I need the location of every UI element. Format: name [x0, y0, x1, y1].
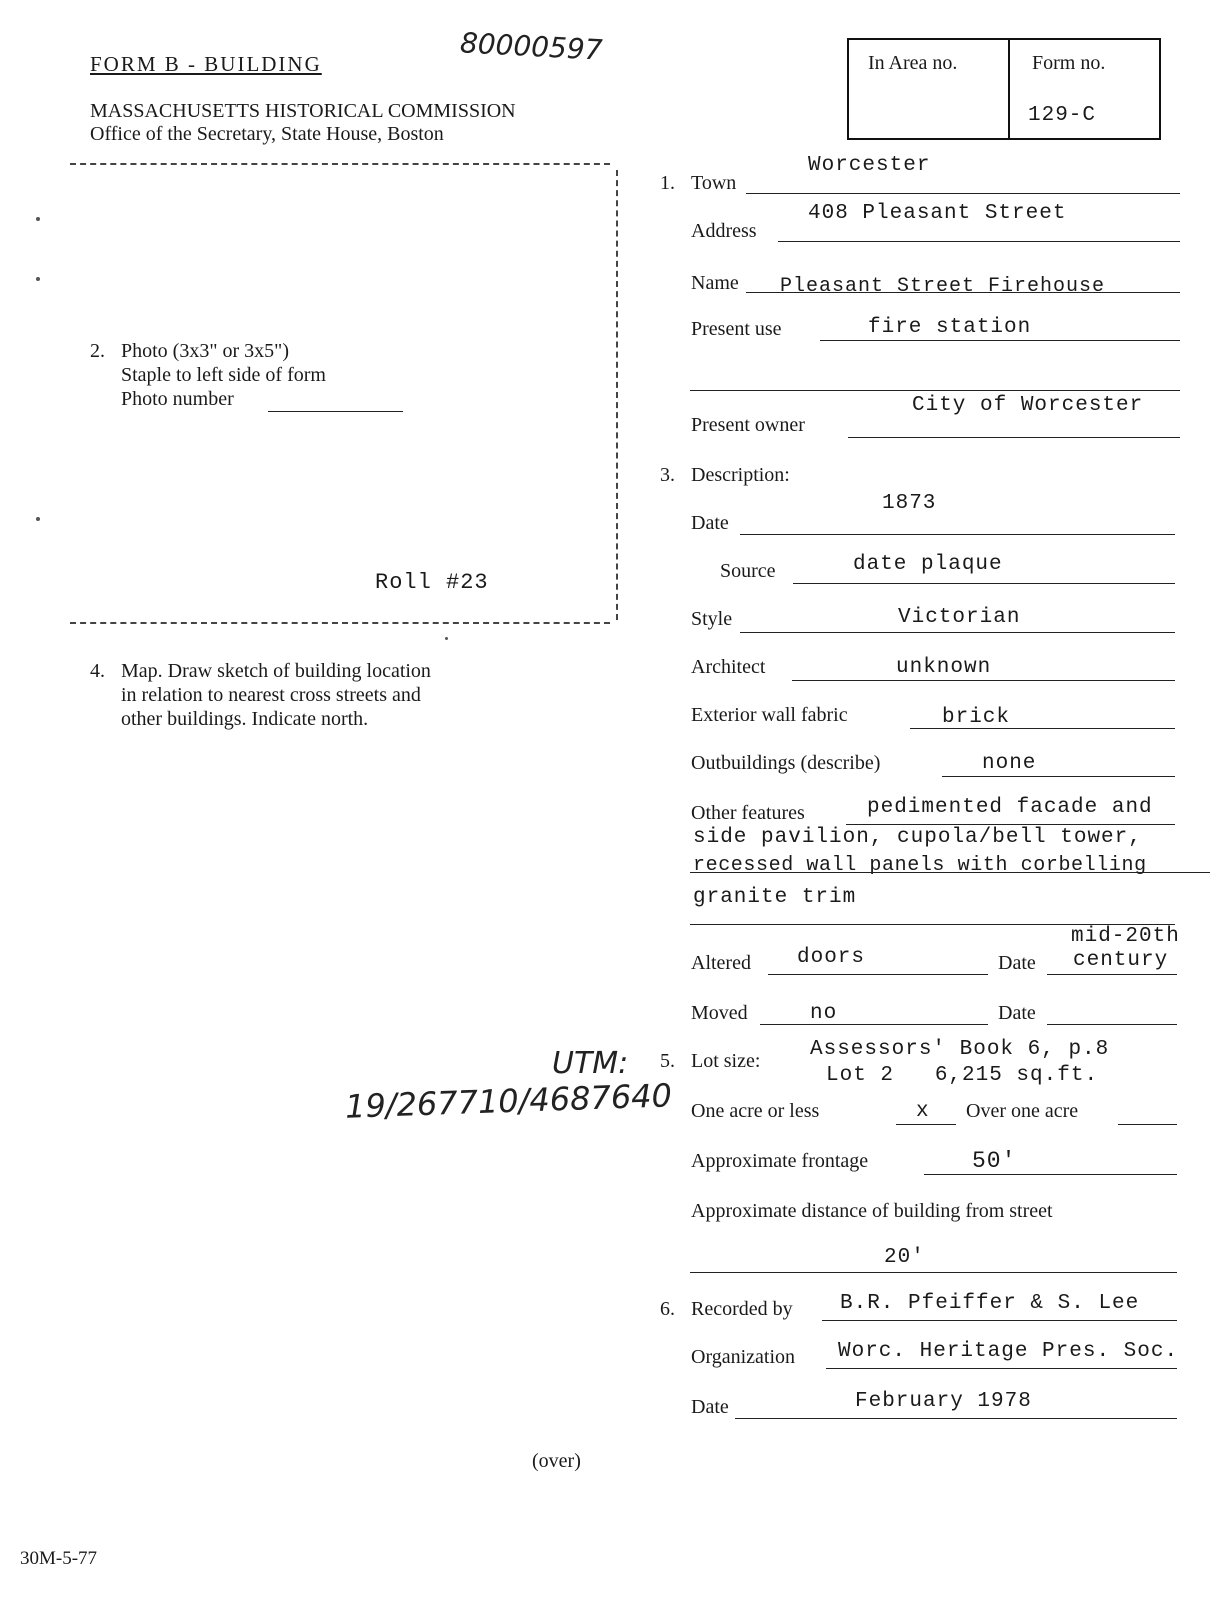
id-box-divider: [1008, 40, 1010, 138]
frontage-label: Approximate frontage: [691, 1150, 869, 1172]
utm-label: UTM:: [552, 1046, 629, 1081]
photo-section-number: 2.: [90, 340, 105, 362]
altered-date-label: Date: [998, 952, 1036, 974]
present-owner-value: City of Worcester: [912, 394, 1144, 417]
address-label: Address: [691, 220, 757, 242]
photo-number-field[interactable]: [268, 411, 403, 412]
form-value: 129-C: [1028, 104, 1097, 127]
acre-less-label: One acre or less: [691, 1100, 820, 1122]
organization-value: Worc. Heritage Pres. Soc.: [838, 1340, 1179, 1363]
form-label: Form no.: [1032, 52, 1106, 74]
altered-label: Altered: [691, 952, 751, 974]
recorded-by-field[interactable]: [822, 1320, 1177, 1321]
organization-field[interactable]: [826, 1368, 1177, 1369]
acre-over-field[interactable]: [1118, 1124, 1177, 1125]
handwritten-id: 80000597: [459, 26, 604, 67]
speck: [36, 517, 40, 521]
photo-area-top-border: [70, 163, 610, 165]
altered-date-field[interactable]: [1047, 974, 1177, 975]
roll-number: Roll #23: [375, 570, 489, 595]
photo-number-label: Photo number: [121, 388, 234, 410]
style-value: Victorian: [898, 606, 1021, 629]
moved-date-field[interactable]: [1047, 1024, 1177, 1025]
town-field[interactable]: [746, 193, 1180, 194]
address-field[interactable]: [778, 241, 1180, 242]
present-use-field[interactable]: [820, 340, 1180, 341]
section-5-number: 5.: [660, 1050, 675, 1072]
altered-value: doors: [797, 946, 866, 969]
altered-date-line-1: mid-20th: [1071, 925, 1180, 948]
other-features-field-2[interactable]: [690, 872, 1210, 873]
section-6-number: 6.: [660, 1298, 675, 1320]
architect-value: unknown: [896, 656, 992, 679]
other-features-label: Other features: [691, 802, 805, 824]
present-use-label: Present use: [691, 318, 782, 340]
other-features-line-1: pedimented facade and: [867, 796, 1153, 819]
date-label: Date: [691, 512, 729, 534]
photo-area-right-border: [616, 170, 618, 620]
source-value: date plaque: [853, 553, 1003, 576]
acre-less-field[interactable]: [896, 1124, 956, 1125]
map-line-1: Map. Draw sketch of building location: [121, 660, 431, 682]
date-field[interactable]: [740, 534, 1175, 535]
outbuildings-value: none: [982, 752, 1037, 775]
frontage-field[interactable]: [924, 1174, 1177, 1175]
form-title: FORM B - BUILDING: [90, 52, 322, 76]
present-use-field-2[interactable]: [690, 390, 1180, 391]
description-label: Description:: [691, 464, 790, 486]
other-features-line-2: side pavilion, cupola/bell tower,: [693, 826, 1142, 849]
moved-field[interactable]: [760, 1024, 988, 1025]
distance-field[interactable]: [690, 1272, 1177, 1273]
speck: [36, 277, 40, 281]
photo-area-bottom-border: [70, 622, 610, 624]
style-field[interactable]: [740, 632, 1175, 633]
section-1-number: 1.: [660, 172, 675, 194]
recorded-by-value: B.R. Pfeiffer & S. Lee: [840, 1292, 1140, 1315]
present-owner-field[interactable]: [848, 437, 1180, 438]
record-date-label: Date: [691, 1396, 729, 1418]
area-label: In Area no.: [868, 52, 958, 74]
lot-size-line-1: Assessors' Book 6, p.8: [810, 1038, 1110, 1061]
distance-label: Approximate distance of building from street: [691, 1200, 1053, 1222]
other-features-line-4: granite trim: [693, 886, 857, 909]
architect-label: Architect: [691, 656, 766, 678]
outbuildings-field[interactable]: [942, 776, 1175, 777]
architect-field[interactable]: [792, 680, 1175, 681]
section-3-number: 3.: [660, 464, 675, 486]
frontage-value: 50': [972, 1148, 1017, 1174]
over-note: (over): [532, 1450, 581, 1472]
lot-size-label: Lot size:: [691, 1050, 761, 1072]
speck: [36, 217, 40, 221]
moved-label: Moved: [691, 1002, 748, 1024]
outbuildings-label: Outbuildings (describe): [691, 752, 881, 774]
acre-over-label: Over one acre: [966, 1100, 1079, 1122]
other-features-field-1[interactable]: [846, 824, 1175, 825]
speck: [445, 637, 448, 640]
acre-less-value: x: [916, 1100, 930, 1123]
office-address: Office of the Secretary, State House, Boston: [90, 123, 444, 145]
name-label: Name: [691, 272, 739, 294]
town-label: Town: [691, 172, 737, 194]
date-value: 1873: [882, 492, 937, 515]
other-features-line-3: recessed wall panels with corbelling: [693, 854, 1147, 877]
lot-size-line-2: Lot 2 6,215 sq.ft.: [826, 1064, 1099, 1087]
utm-value: 19/267710/4687640: [344, 1076, 673, 1126]
organization-label: Organization: [691, 1346, 796, 1368]
present-owner-label: Present owner: [691, 414, 805, 436]
address-value: 408 Pleasant Street: [808, 202, 1067, 225]
record-date-value: February 1978: [855, 1390, 1032, 1413]
photo-line-1: Photo (3x3" or 3x5"): [121, 340, 289, 362]
altered-date-line-2: century: [1073, 949, 1169, 972]
altered-field[interactable]: [768, 974, 988, 975]
source-field[interactable]: [793, 583, 1175, 584]
photo-line-2: Staple to left side of form: [121, 364, 326, 386]
record-date-field[interactable]: [735, 1418, 1177, 1419]
moved-value: no: [810, 1002, 838, 1025]
style-label: Style: [691, 608, 733, 630]
moved-date-label: Date: [998, 1002, 1036, 1024]
form-code: 30M-5-77: [20, 1548, 98, 1569]
present-use-value: fire station: [868, 316, 1032, 339]
map-section-number: 4.: [90, 660, 105, 682]
commission-name: MASSACHUSETTS HISTORICAL COMMISSION: [90, 100, 516, 122]
map-line-2: in relation to nearest cross streets and: [121, 684, 421, 706]
wall-label: Exterior wall fabric: [691, 704, 848, 726]
distance-value: 20': [884, 1246, 925, 1269]
town-value: Worcester: [808, 154, 931, 177]
wall-value: brick: [942, 706, 1011, 729]
recorded-by-label: Recorded by: [691, 1298, 793, 1320]
name-value: Pleasant Street Firehouse: [780, 275, 1106, 298]
map-line-3: other buildings. Indicate north.: [121, 708, 369, 730]
source-label: Source: [720, 560, 776, 582]
